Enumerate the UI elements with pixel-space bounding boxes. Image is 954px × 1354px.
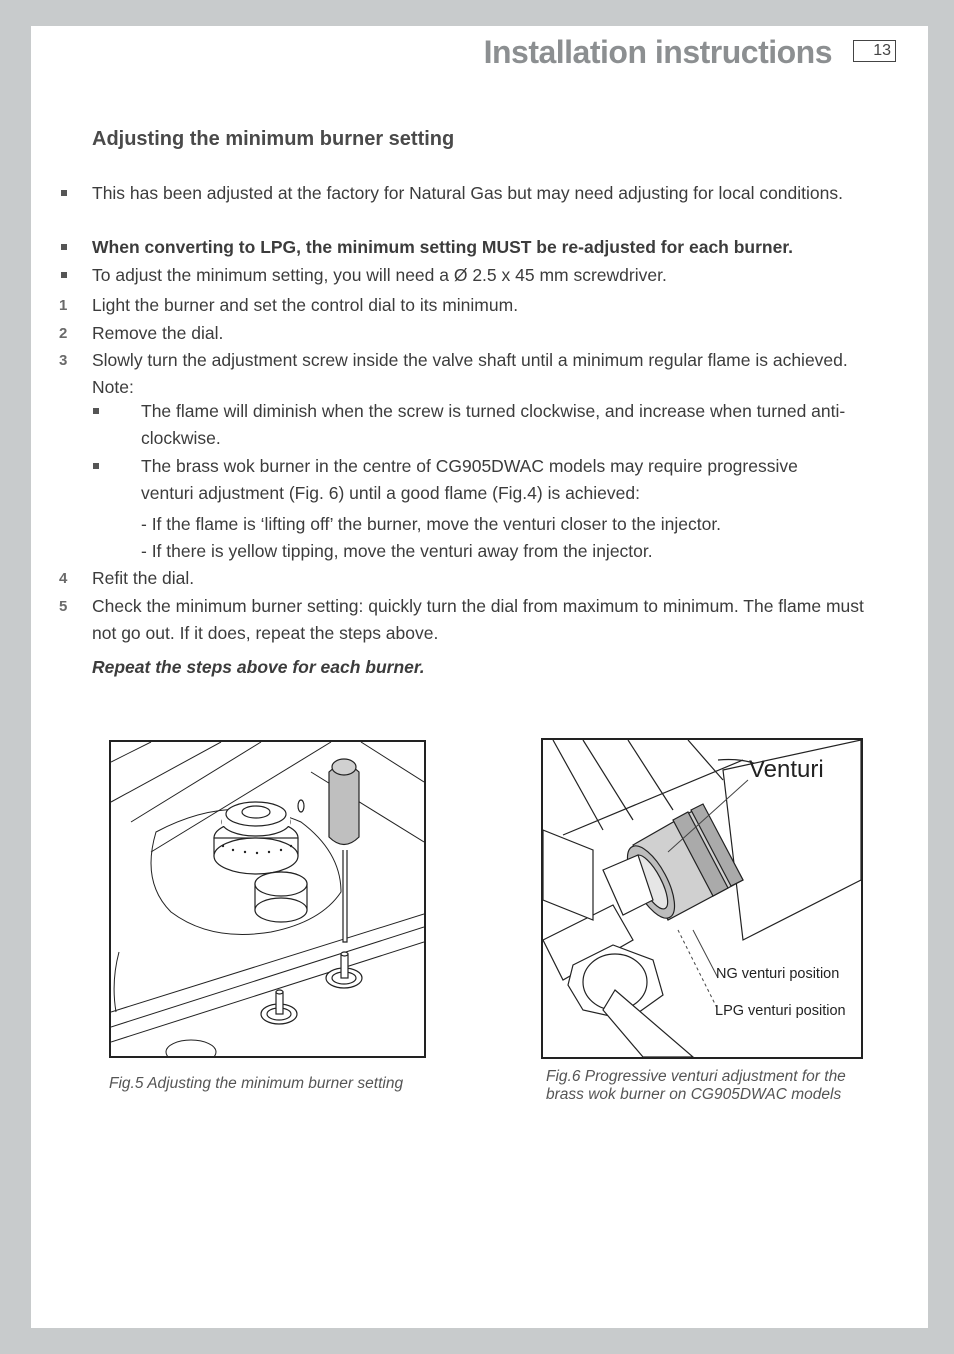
sub-bullet-item: The brass wok burner in the centre of CG905DWAC models may require progressive venturi adjustment (Fig. 6) until a good flame (Fig.4) is achieved: [141, 453, 851, 507]
dash-line: - If the flame is ‘lifting off’ the burner, move the venturi closer to the injector. [141, 514, 722, 534]
manual-page [31, 26, 928, 1328]
bullet-item: This has been adjusted at the factory for Natural Gas but may need adjusting for local conditions. [92, 180, 892, 207]
bullet-square-icon [61, 272, 67, 278]
step-item: 3 Slowly turn the adjustment screw inside the valve shaft until a minimum regular flame is achieved. Note: [92, 347, 852, 401]
ng-position-label: NG venturi position [716, 966, 840, 982]
step-number: 4 [59, 570, 68, 587]
step-item: 1 Light the burner and set the control dial to its minimum. [92, 292, 892, 319]
page-number: 13 [853, 40, 896, 62]
bullet-square-icon [93, 463, 99, 469]
venturi-label: Venturi [749, 756, 824, 783]
bullet-square-icon [61, 190, 67, 196]
figure-6-caption: Fig.6 Progressive venturi adjustment for the brass wok burner on CG905DWAC models [546, 1068, 846, 1103]
sub-bullet-item: The flame will diminish when the screw is turned clockwise, and increase when turned anti-clockwise. [141, 398, 866, 452]
section-heading: Adjusting the minimum burner setting [92, 128, 455, 150]
page-title: Installation instructions [483, 34, 832, 70]
figure-5-illustration [109, 740, 426, 1058]
bullet-square-icon [61, 244, 67, 250]
step-number: 2 [59, 325, 68, 342]
step-item: 4 Refit the dial. [92, 565, 892, 592]
bullet-item: To adjust the minimum setting, you will need a Ø 2.5 x 45 mm screwdriver. [92, 262, 892, 289]
step-number: 1 [59, 297, 68, 314]
step-item: 5 Check the minimum burner setting: quickly turn the dial from maximum to minimum. The flame must not go out. If it does, repeat the steps above. [92, 593, 892, 647]
step-number: 3 [59, 352, 68, 369]
step-number: 5 [59, 598, 68, 615]
repeat-note: Repeat the steps above for each burner. [92, 657, 425, 677]
bullet-item-warning: When converting to LPG, the minimum setting MUST be re-adjusted for each burner. [92, 234, 892, 261]
lpg-position-label: LPG venturi position [715, 1003, 846, 1019]
bullet-square-icon [93, 408, 99, 414]
step-item: 2 Remove the dial. [92, 320, 892, 347]
dash-line: - If there is yellow tipping, move the venturi away from the injector. [141, 541, 653, 561]
burner-screwdriver-drawing [111, 742, 424, 1056]
figure-5-caption: Fig.5 Adjusting the minimum burner setting [109, 1075, 404, 1092]
